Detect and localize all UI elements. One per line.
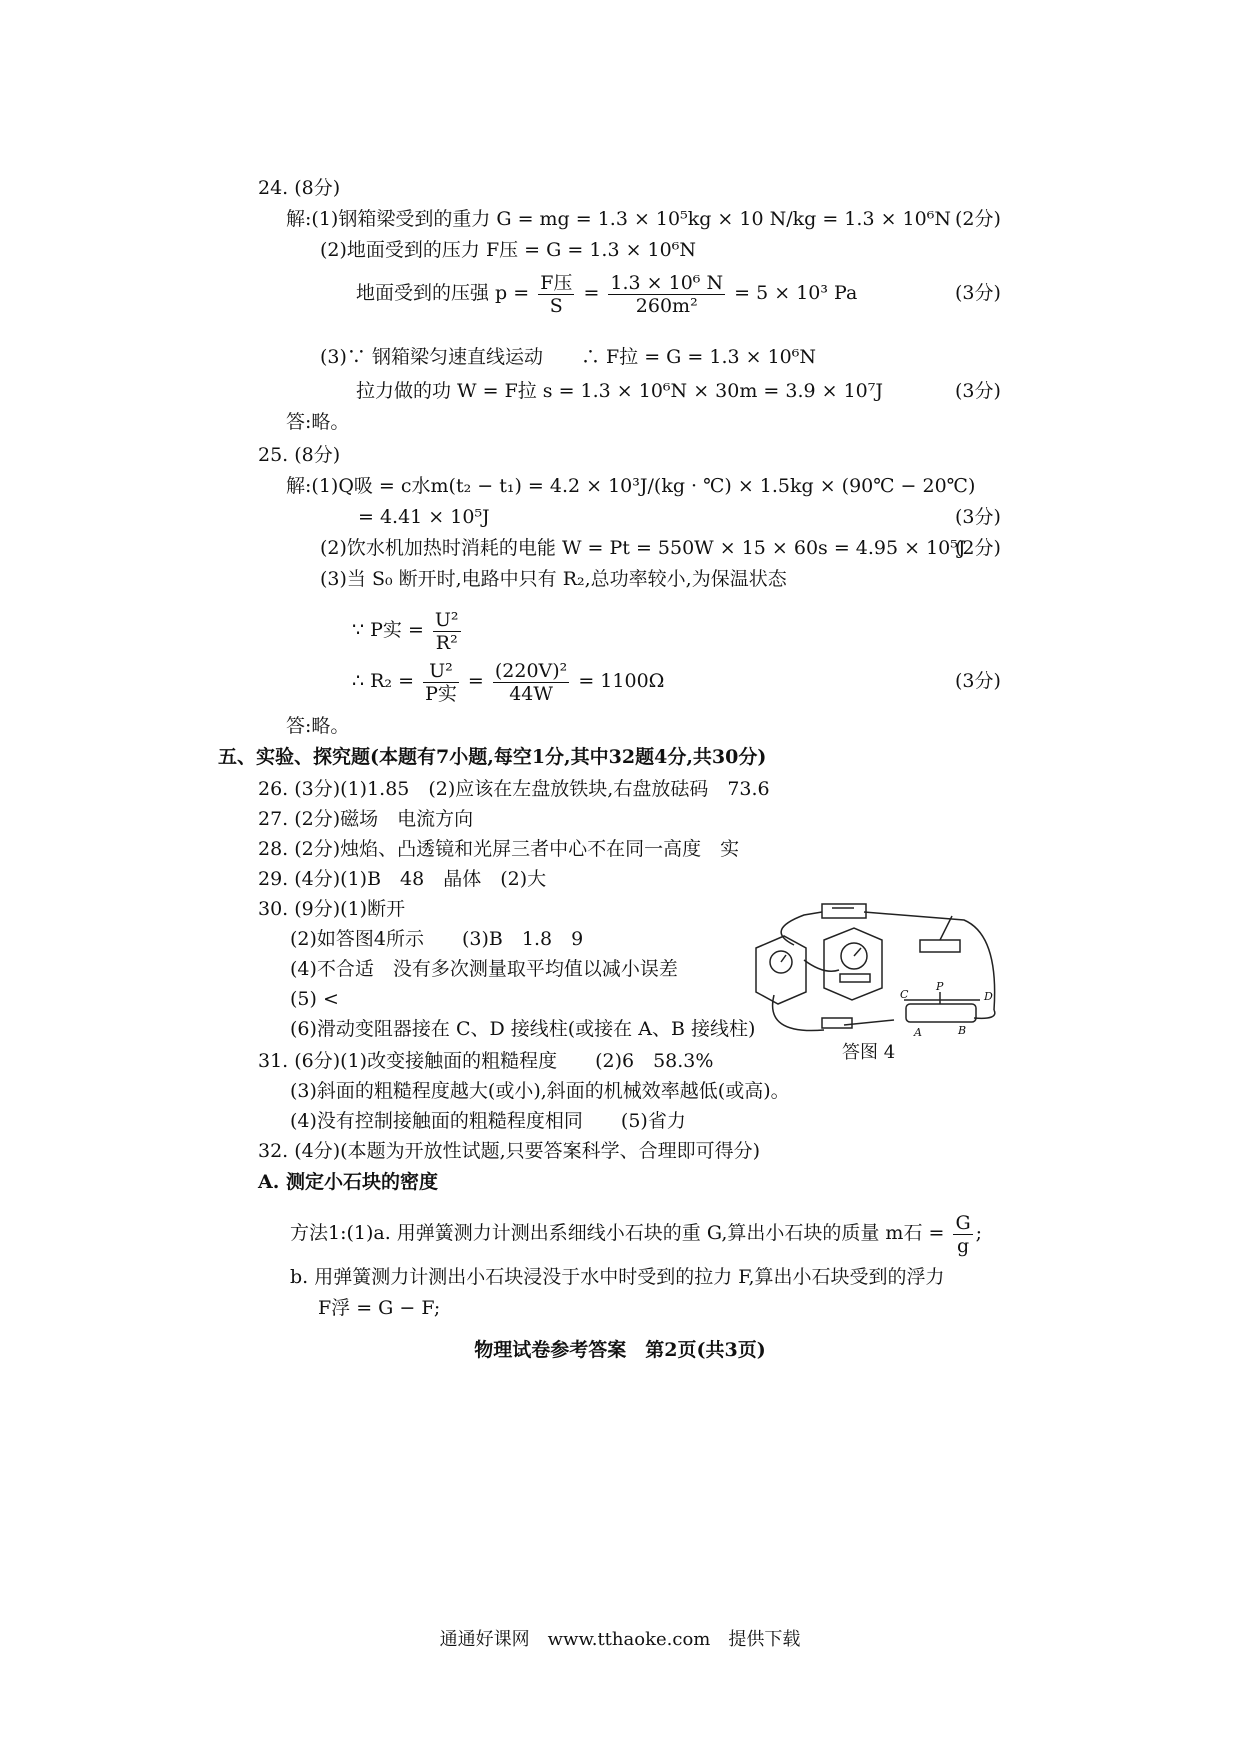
circuit-diagram [744,900,1020,1050]
wire [864,912,995,1010]
terminal-label-c: C [900,988,909,1001]
q25-heading: 25. (8分) [258,444,341,466]
rheostat-icon [906,1004,976,1022]
q24-fraction2-den: 260m² [635,294,698,317]
q27-line: 27. (2分)磁场 电流方向 [258,808,474,830]
q25-answer: 答:略。 [286,715,350,737]
q28-line: 28. (2分)烛焰、凸透镜和光屏三者中心不在同一高度 实 [258,838,740,860]
terminal-label-b: B [958,1024,967,1037]
q29-line: 29. (4分)(1)B 48 晶体 (2)大 [258,868,547,890]
voltmeter-icon [824,928,882,1000]
q25-fraction1-den: R² [435,631,458,654]
q25-line6: ∴ R₂ = $\frac{\text{U²}}{\text{P实}}$ = $\frac{\text{(220V)²}}{44W}$ = 1100Ω [352,659,665,705]
q25-fraction2 [423,660,459,705]
q25-fraction3 [493,660,569,705]
q32-fraction-den: g [956,1234,970,1257]
q25-line6-post: = 1100Ω [578,670,665,692]
q32-line5: F浮 = G − F; [318,1297,441,1319]
q32-fraction [953,1212,972,1257]
download-watermark: 通通好课网 www.tthaoke.com 提供下载 [439,1629,801,1650]
q25-line2: = 4.41 × 10⁵J [358,506,490,528]
q24-line3-post: = 5 × 10³ Pa [734,282,858,304]
wire [773,995,824,1031]
q25-score3: (2分) [955,537,1001,559]
q24-score3: (3分) [955,282,1001,304]
q24-line5: 拉力做的功 W = F拉 s = 1.3 × 10⁶N × 30m = 3.9 × 10⁷J [356,380,883,402]
q24-fraction1-num: F压 [540,271,573,294]
q24-score5: (3分) [955,380,1001,402]
terminal-label-a: A [914,1026,922,1039]
ammeter-icon [756,936,806,1004]
q32-line3-post: ; [975,1222,983,1244]
terminal-label-d: D [984,990,993,1003]
q24-line1: 解:(1)钢箱梁受到的重力 G = mg = 1.3 × 10⁵kg × 10 N/kg = 1.3 × 10⁶N [286,208,951,230]
figure-caption: 答图 4 [842,1042,896,1063]
q24-fraction1 [538,272,574,317]
q25-fraction2-den: P实 [425,682,457,705]
q30-line2: (2)如答图4所示 (3)B 1.8 9 [290,928,584,950]
q30-line5: (6)滑动变阻器接在 C、D 接线柱(或接在 A、B 接线柱) [290,1018,756,1040]
q32-subtitle: A. 测定小石块的密度 [258,1171,438,1193]
q31-line2: (3)斜面的粗糙程度越大(或小),斜面的机械效率越低(或高)。 [290,1080,790,1102]
q30-line1: 30. (9分)(1)断开 [258,898,406,920]
q24-score1: (2分) [955,208,1001,230]
q32-line4: b. 用弹簧测力计测出小石块浸没于水中时受到的拉力 F,算出小石块受到的浮力 [290,1266,945,1288]
q24-fraction2-num: 1.3 × 10⁶ N [610,271,724,294]
q25-line5 [352,605,464,655]
q25-fraction2-num: U² [423,660,459,683]
q24-line3: 地面受到的压强 p = $\frac{\text{F压}}{S}$ = $\frac{\text{1.3 × 10⁶ N}}{\text{260m²}}$ = 5 × 10³ Pa [356,271,858,317]
q30-line3: (4)不合适 没有多次测量取平均值以减小误差 [290,958,678,980]
q30-line4: (5) < [290,988,339,1010]
q24-heading: 24. (8分) [258,177,341,199]
q25-score6: (3分) [955,670,1001,692]
q25-score2: (3分) [955,506,1001,528]
q25-fraction1 [433,609,461,654]
q25-fraction3-den: 44W [509,682,553,705]
q25-fraction1-num: U² [434,608,459,631]
q25-line3: (2)饮水机加热时消耗的电能 W = Pt = 550W × 15 × 60s = 4.95 × 10⁵J [320,537,966,559]
q25-line4: (3)当 S₀ 断开时,电路中只有 R₂,总功率较小,为保温状态 [320,568,787,590]
q32-line3-pre: 方法1:(1)a. 用弹簧测力计测出系细线小石块的重 G,算出小石块的质量 m石 = [290,1222,945,1244]
q24-fraction1-den: S [549,294,563,317]
q32-line1: 32. (4分)(本题为开放性试题,只要答案科学、合理即可得分) [258,1140,761,1162]
q24-line4: (3)∵ 钢箱梁匀速直线运动 ∴ F拉 = G = 1.3 × 10⁶N [320,346,816,368]
q25-fraction3-num: (220V)² [494,659,568,682]
slider-label-p: P [936,980,944,993]
section5-heading: 五、实验、探究题(本题有7小题,每空1分,其中32题4分,共30分) [218,746,767,768]
q25-line6-pre: ∴ R₂ = [352,670,415,692]
q32-fraction-num: G [955,1211,971,1234]
q32-line3 [290,1208,982,1258]
q24-answer: 答:略。 [286,411,350,433]
q31-line1: 31. (6分)(1)改变接触面的粗糙程度 (2)6 58.3% [258,1050,714,1072]
wire [974,1010,995,1018]
wire [781,912,822,945]
page-footer: 物理试卷参考答案 第2页(共3页) [474,1339,766,1361]
q24-line2: (2)地面受到的压力 F压 = G = 1.3 × 10⁶N [320,239,696,261]
bulb-holder-icon [822,1018,852,1028]
q25-line1: 解:(1)Q吸 = c水m(t₂ − t₁) = 4.2 × 10³J/(kg · ℃) × 1.5kg × (90℃ − 20℃) [286,475,976,497]
q25-line5-pre: ∵ P实 = [352,619,424,641]
q24-fraction2 [608,272,725,317]
switch-icon [920,940,960,952]
q31-line3: (4)没有控制接触面的粗糙程度相同 (5)省力 [290,1110,686,1132]
battery-icon [822,904,866,918]
q24-line3-pre: 地面受到的压强 p = [356,282,530,304]
q26-line: 26. (3分)(1)1.85 (2)应该在左盘放铁块,右盘放砝码 73.6 [258,778,770,800]
wire [804,960,839,971]
